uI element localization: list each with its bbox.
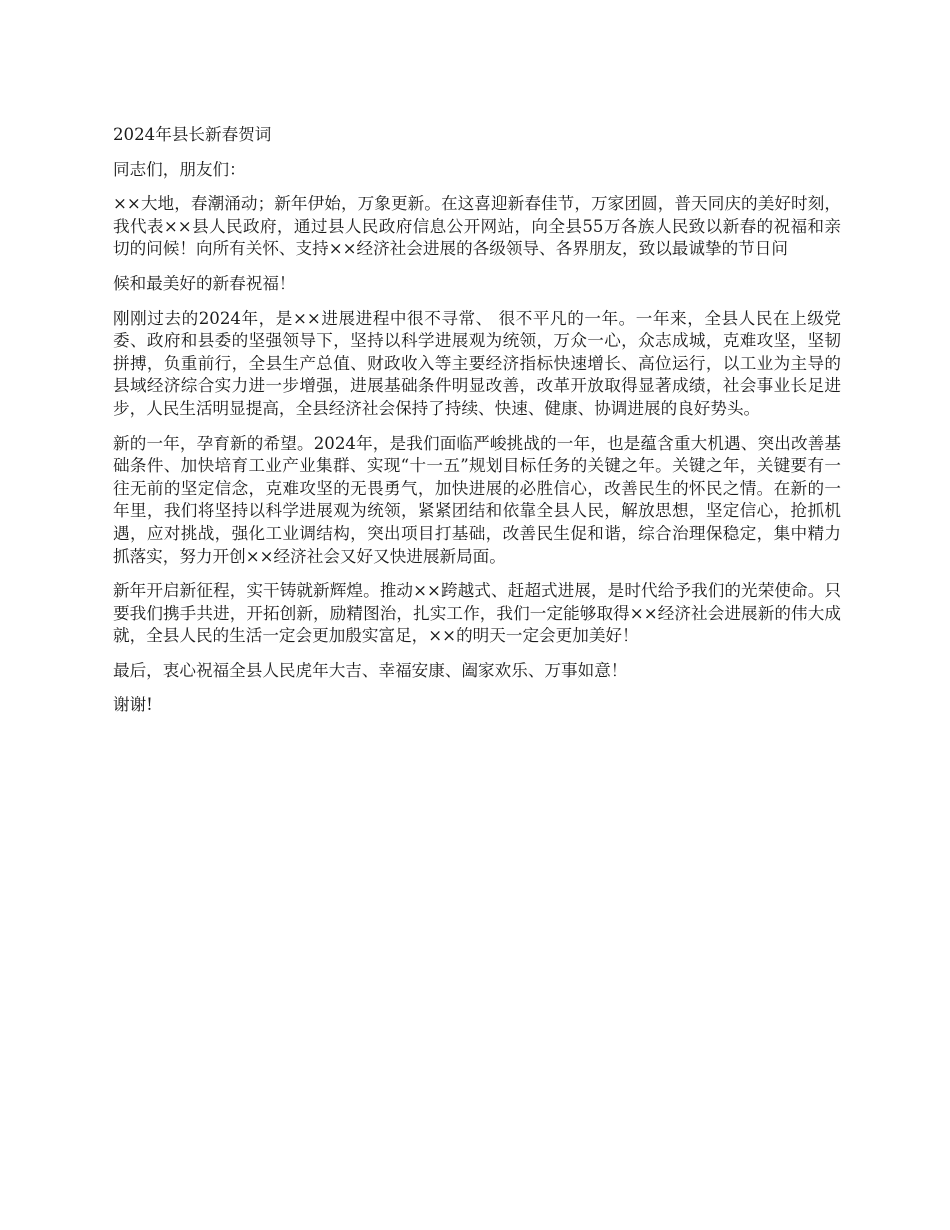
paragraph-greeting: ××大地，春潮涌动；新年伊始，万象更新。在这喜迎新春佳节，万家团圆，普天同庆的美好时刻，我代表××县人民政府，通过县人民政府信息公开网站，向全县55万各族人民致以新春的祝福和亲切的问候！向所有关怀、支持××经济社会进展的各级领导、各界朋友，致以最诚挚的节日问 xyxy=(113,194,841,259)
paragraph-greeting-continued: 候和最美好的新春祝福！ xyxy=(113,273,296,293)
salutation: 同志们，朋友们： xyxy=(113,159,246,179)
paragraph-thanks: 谢谢! xyxy=(113,695,153,715)
document-title: 2024年县长新春贺词 xyxy=(113,125,272,144)
paragraph-past-year: 刚刚过去的2024年，是××进展进程中很不寻常、 很不平凡的一年。一年来，全县人民在上级党委、政府和县委的坚强领导下，坚持以科学进展观为统领，万众一心，众志成城，克难攻坚，坚韧拼搏，负重前行，全县生产总值、财政收入等主要经济指标快速增长、高位运行，以工业为主导的县域经济综合实力进一步增强，进展基础条件明显改善，改革开放取得显著成绩，社会事业长足进步，人民生活明显提高，全县经济社会保持了持续、快速、健康、协调进展的良好势头。 xyxy=(113,308,841,418)
paragraph-new-journey: 新年开启新征程，实干铸就新辉煌。推动××跨越式、赶超式进展，是时代给予我们的光荣使命。只要我们携手共进，开拓创新，励精图治，扎实工作，我们一定能够取得××经济社会进展新的伟大成就，全县人民的生活一定会更加殷实富足，××的明天一定会更加美好！ xyxy=(113,581,841,646)
document-page xyxy=(113,124,841,729)
paragraph-new-year: 新的一年，孕育新的希望。2024年，是我们面临严峻挑战的一年，也是蕴含重大机遇、突出改善基础条件、加快培育工业产业集群、实现“十一五”规划目标任务的关键之年。关键之年，关键要有一往无前的坚定信念，克难攻坚的无畏勇气，加快进展的必胜信心，改善民生的怀民之情。在新的一年里，我们将坚持以科学进展观为统领，紧紧团结和依靠全县人民，解放思想，坚定信心，抢抓机遇，应对挑战，强化工业调结构，突出项目打基础，改善民生促和谐，综合治理保稳定，集中精力抓落实，努力开创××经济社会又好又快进展新局面。 xyxy=(113,433,841,566)
paragraph-closing-wishes: 最后，衷心祝福全县人民虎年大吉、幸福安康、阖家欢乐、万事如意！ xyxy=(113,660,628,680)
